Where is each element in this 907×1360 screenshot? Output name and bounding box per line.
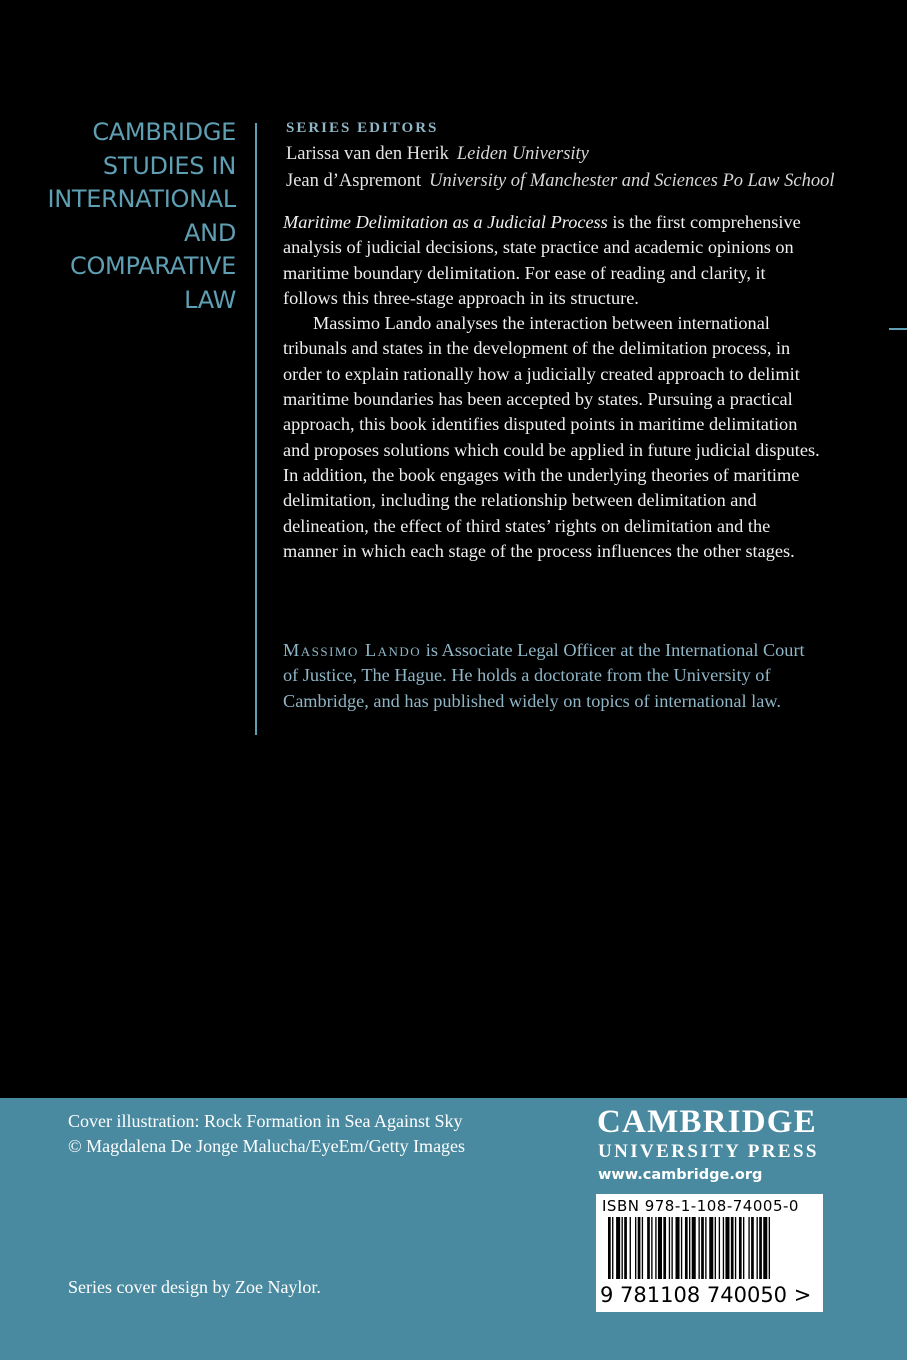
barcode-bar <box>735 1217 736 1279</box>
barcode-bars <box>600 1217 819 1283</box>
barcode-bar <box>739 1217 742 1279</box>
series-title-line: COMPARATIVE <box>70 252 236 280</box>
author-bio <box>283 638 823 714</box>
barcode-bar <box>769 1217 770 1279</box>
barcode-bar <box>651 1217 652 1279</box>
barcode-bar <box>715 1217 716 1279</box>
isbn-label: ISBN 978-1-108-74005-0 <box>602 1197 799 1215</box>
barcode-bar <box>669 1217 670 1279</box>
barcode-bar <box>635 1217 636 1279</box>
edge-mark <box>889 328 907 330</box>
barcode-bar <box>642 1217 643 1279</box>
author-name: Massimo Lando <box>283 640 422 660</box>
barcode-bar <box>759 1217 762 1279</box>
description-paragraph: Massimo Lando analyses the interaction between international tribunals and states in the development of the delimitation process, in order to explain rationally how a judicially created approach to delimit maritime boundaries has been accepted by states. Pursuing a practical approach, this book identifies disputed points in maritime delimitation and proposes solutions which could be applied in future judicial disputes. In addition, the book engages with the underlying theories of maritime delimitation, including the relationship between delimitation and delineation, the effect of third states’ rights on delimitation and the manner in which each stage of the process influences the other stages. <box>283 313 820 561</box>
barcode-bar <box>692 1217 696 1279</box>
barcode-bar <box>630 1217 631 1279</box>
barcode-bar <box>743 1217 744 1279</box>
vertical-divider <box>255 123 257 735</box>
series-editors-heading: SERIES EDITORS <box>286 120 439 136</box>
description-paragraph <box>283 210 823 311</box>
barcode-bar <box>698 1217 699 1279</box>
series-title <box>6 116 236 317</box>
series-editor <box>286 144 589 165</box>
barcode-bar <box>709 1217 713 1279</box>
publisher-press: UNIVERSITY PRESS <box>598 1141 819 1162</box>
barcode-digits: 9 781108 740050 > <box>600 1283 812 1307</box>
barcode-bar <box>655 1217 656 1279</box>
barcode-bar <box>731 1217 734 1279</box>
barcode <box>596 1194 823 1312</box>
series-title-line: AND <box>184 218 236 247</box>
barcode-bar <box>757 1217 758 1279</box>
barcode-bar <box>612 1217 613 1279</box>
barcode-bar <box>676 1217 680 1279</box>
series-title-line: INTERNATIONAL <box>47 185 236 213</box>
barcode-bar <box>663 1217 666 1279</box>
editor-name: Larissa van den Herik <box>286 144 449 164</box>
barcode-bar <box>622 1217 623 1279</box>
barcode-bar <box>658 1217 662 1279</box>
publisher-name: CAMBRIDGE <box>597 1104 817 1140</box>
barcode-bar <box>647 1217 650 1279</box>
cover-design-credit: Series cover design by Zoe Naylor. <box>68 1277 321 1297</box>
barcode-bar <box>723 1217 724 1279</box>
barcode-bar <box>685 1217 688 1279</box>
series-title-line: STUDIES IN <box>102 151 236 180</box>
barcode-bar <box>719 1217 720 1279</box>
editor-affiliation: University of Manchester and Sciences Po Law School <box>429 171 835 191</box>
book-title: Maritime Delimitation as a Judicial Process <box>283 212 608 232</box>
barcode-bar <box>763 1217 767 1279</box>
barcode-bar <box>748 1217 749 1279</box>
series-title-line: CAMBRIDGE <box>92 118 236 146</box>
series-editor <box>286 171 835 192</box>
barcode-bar <box>616 1217 620 1279</box>
series-title-line: LAW <box>184 285 236 314</box>
barcode-bar <box>638 1217 641 1279</box>
barcode-bar <box>751 1217 754 1279</box>
author-bio-text: is Associate Legal Officer at the International Court of Justice, The Hague. He holds a doctorate from the University of Cambridge, and has published widely on topics of international law. <box>283 640 805 711</box>
barcode-bar <box>705 1217 706 1279</box>
barcode-bar <box>608 1217 611 1279</box>
editor-name: Jean d’Aspremont <box>286 171 422 191</box>
cover-illustration-credit: Cover illustration: Rock Formation in Sea Against Sky <box>68 1111 463 1131</box>
publisher-url[interactable]: www.cambridge.org <box>598 1167 763 1183</box>
book-description <box>283 210 823 564</box>
barcode-bar <box>681 1217 682 1279</box>
barcode-bar <box>624 1217 627 1279</box>
barcode-bar <box>725 1217 729 1279</box>
description-text: is the first comprehensive analysis of judicial decisions, state practice and academic opinions on maritime boundary delimitation. For ease of reading and clarity, it follows this three-stage approach in its structure. <box>283 212 801 308</box>
barcode-bar <box>701 1217 704 1279</box>
barcode-bar <box>671 1217 672 1279</box>
barcode-bar <box>689 1217 690 1279</box>
copyright-credit: © Magdalena De Jonge Malucha/EyeEm/Getty Images <box>68 1136 466 1156</box>
editor-affiliation: Leiden University <box>456 144 589 164</box>
